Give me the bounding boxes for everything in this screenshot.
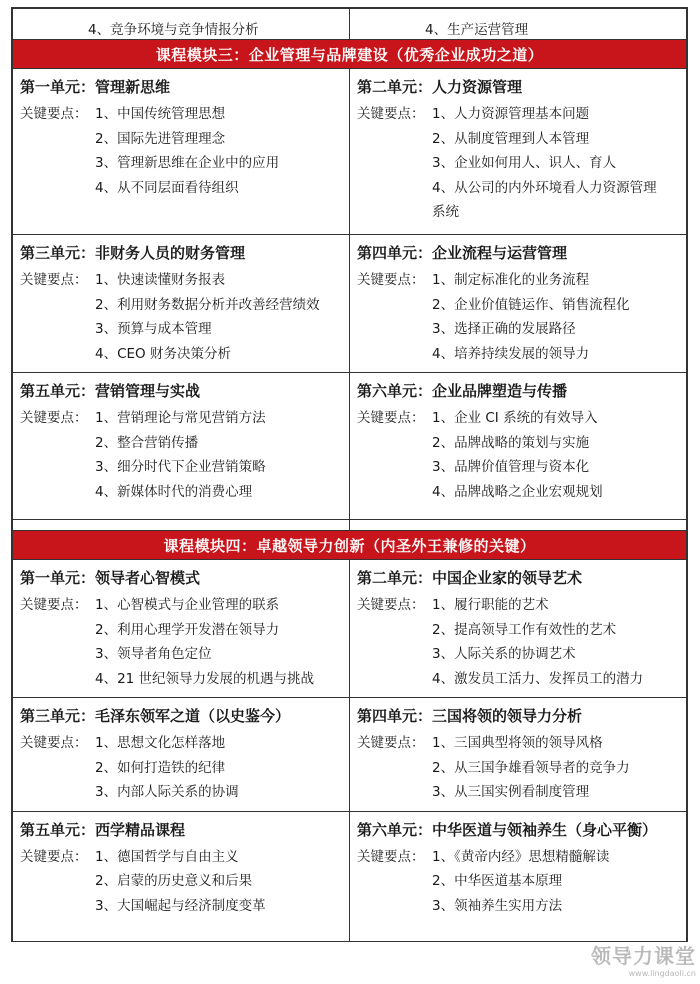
key-points [350, 840, 686, 925]
key-points-label: 关键要点： [357, 272, 425, 288]
unit-row [13, 69, 687, 235]
key-point-line [20, 667, 349, 692]
gap-cell [13, 520, 350, 531]
unit-row [13, 373, 687, 520]
key-points-label: 关键要点： [20, 272, 88, 288]
module-gap-row [13, 520, 687, 531]
key-points [13, 263, 349, 372]
unit-cell [13, 235, 350, 373]
unit-title: 第二单元：中国企业家的领导艺术 [357, 569, 583, 587]
key-point-line [20, 894, 349, 919]
key-points [13, 840, 349, 925]
key-point-line [357, 618, 686, 643]
key-point-line [20, 593, 349, 618]
module-header-row [13, 531, 687, 560]
key-point-text: 2、国际先进管理理念 [95, 130, 226, 147]
key-point-text: 4、CEO 财务决策分析 [95, 345, 231, 362]
key-point-line [20, 780, 349, 805]
key-points [350, 97, 686, 231]
key-points [13, 97, 349, 206]
unit-title: 第五单元：营销管理与实战 [20, 382, 201, 400]
key-point-line [357, 642, 686, 667]
key-point-text: 3、细分时代下企业营销策略 [95, 459, 266, 475]
key-points-label: 关键要点： [357, 597, 425, 613]
key-point-text: 1、心智模式与企业管理的联系 [95, 597, 280, 613]
unit-cell [350, 560, 687, 698]
key-point-line [20, 151, 349, 176]
unit-row [13, 560, 687, 698]
key-point-text: 2、如何打造铁的纪律 [95, 759, 226, 776]
unit-title: 第五单元：西学精品课程 [20, 820, 186, 839]
key-point-text: 1、营销理论与常见营销方法 [95, 410, 266, 426]
key-point-text: 1、三国典型将领的领导风格 [432, 735, 603, 751]
key-point-text: 3、大国崛起与经济制度变革 [95, 897, 266, 914]
key-point-line [357, 869, 686, 894]
key-point-text: 2、品牌战略的策划与实施 [432, 434, 590, 451]
key-point-text: 3、内部人际关系的协调 [95, 784, 239, 800]
key-point-line [20, 268, 349, 293]
key-points-label: 关键要点： [20, 848, 88, 865]
unit-cell [350, 373, 687, 520]
unit-title: 第三单元：非财务人员的财务管理 [20, 244, 246, 262]
gap-cell [350, 520, 687, 531]
key-point-line [357, 293, 686, 318]
key-point-line [20, 845, 349, 870]
unit-title: 第二单元：人力资源管理 [357, 78, 523, 96]
key-point-line [20, 431, 349, 456]
key-point-line [357, 845, 686, 870]
unit-cell [13, 811, 350, 941]
key-point-text: 2、从制度管理到人本管理 [432, 130, 590, 147]
key-point-line [357, 342, 686, 367]
key-point-text: 3、管理新思维在企业中的应用 [95, 155, 280, 171]
key-point-text: 1、德国哲学与自由主义 [95, 848, 239, 865]
key-point-line [357, 593, 686, 618]
key-point-text: 4、新媒体时代的消费心理 [95, 483, 253, 500]
key-point-line [357, 667, 686, 692]
key-point-text: 3、品牌价值管理与资本化 [432, 459, 590, 475]
unit-cell [350, 698, 687, 812]
key-point-line [20, 756, 349, 781]
key-point-text: 4、从公司的内外环境看人力资源管理系统 [432, 179, 657, 220]
unit-cell [13, 698, 350, 812]
key-point-line [20, 406, 349, 431]
watermark-main: 领导力课堂 [591, 944, 696, 968]
key-point-line [20, 869, 349, 894]
module-header-row [13, 40, 687, 69]
key-point-text: 3、从三国实例看制度管理 [432, 784, 590, 800]
key-points-label: 关键要点： [20, 410, 88, 426]
key-points [350, 401, 686, 510]
key-point-line [357, 176, 686, 225]
key-point-line [20, 342, 349, 367]
key-point-text: 4、21 世纪领导力发展的机遇与挑战 [95, 670, 315, 687]
key-point-line [357, 127, 686, 152]
key-point-line [357, 151, 686, 176]
unit-title: 第六单元：企业品牌塑造与传播 [357, 382, 568, 400]
unit-cell [350, 235, 687, 373]
key-points-label: 关键要点： [20, 106, 88, 122]
module-title: 课程模块三：企业管理与品牌建设（优秀企业成功之道） [13, 40, 687, 69]
top-left-item: 4、竞争环境与竞争情报分析 [88, 22, 259, 38]
key-points-label: 关键要点： [357, 410, 425, 426]
key-point-line [20, 176, 349, 201]
key-point-text: 2、整合营销传播 [95, 434, 199, 451]
key-points [13, 401, 349, 510]
key-point-line [357, 455, 686, 480]
key-point-text: 4、培养持续发展的领导力 [432, 345, 590, 362]
key-points-label: 关键要点： [357, 735, 425, 751]
top-right-item: 4、生产运营管理 [425, 22, 529, 38]
key-point-text: 1、制定标准化的业务流程 [432, 272, 590, 288]
unit-row [13, 235, 687, 373]
key-point-text: 1、履行职能的艺术 [432, 597, 549, 613]
unit-row [13, 698, 687, 812]
unit-title: 第三单元：毛泽东领军之道（以史鉴今） [20, 707, 291, 725]
key-point-line [20, 731, 349, 756]
unit-cell [350, 811, 687, 941]
key-point-text: 2、提高领导工作有效性的艺术 [432, 621, 617, 638]
key-point-line [357, 102, 686, 127]
unit-row [13, 811, 687, 941]
unit-cell [13, 560, 350, 698]
unit-title: 第四单元：企业流程与运营管理 [357, 244, 568, 262]
key-points [350, 263, 686, 372]
key-point-text: 2、利用财务数据分析并改善经营绩效 [95, 296, 320, 313]
key-point-text: 1、企业 CI 系统的有效导入 [432, 410, 598, 426]
key-point-text: 4、品牌战略之企业宏观规划 [432, 483, 603, 500]
key-point-text: 2、从三国争雄看领导者的竞争力 [432, 759, 630, 776]
unit-title: 第一单元：领导者心智模式 [20, 569, 201, 587]
key-point-line [357, 731, 686, 756]
key-points [350, 588, 686, 697]
key-point-line [20, 102, 349, 127]
key-points [350, 726, 686, 811]
key-point-text: 2、启蒙的历史意义和后果 [95, 873, 253, 889]
key-point-text: 1、思想文化怎样落地 [95, 735, 226, 751]
key-point-line [357, 317, 686, 342]
key-point-line [20, 455, 349, 480]
key-point-line [357, 480, 686, 505]
key-points-label: 关键要点： [20, 597, 88, 613]
module-title: 课程模块四：卓越领导力创新（内圣外王兼修的关键） [13, 531, 687, 560]
course-table [12, 8, 687, 942]
key-point-text: 4、从不同层面看待组织 [95, 179, 239, 196]
key-point-text: 3、选择正确的发展路径 [432, 321, 576, 337]
watermark-logo [591, 940, 696, 978]
key-points [13, 588, 349, 697]
unit-cell [13, 69, 350, 235]
key-point-line [20, 127, 349, 152]
key-point-line [357, 268, 686, 293]
key-point-text: 3、领袖养生实用方法 [432, 897, 563, 914]
key-point-line [20, 480, 349, 505]
top-right-cell [350, 9, 687, 40]
unit-title: 第一单元：管理新思维 [20, 78, 171, 96]
key-points-label: 关键要点： [20, 735, 88, 751]
key-points [13, 726, 349, 811]
key-point-text: 2、企业价值链运作、销售流程化 [432, 296, 630, 313]
key-point-text: 1、人力资源管理基本问题 [432, 106, 590, 122]
key-point-text: 1、快速读懂财务报表 [95, 272, 226, 288]
key-point-line [20, 317, 349, 342]
key-point-text: 2、利用心理学开发潜在领导力 [95, 621, 280, 638]
key-points-label: 关键要点： [357, 848, 425, 865]
key-point-line [357, 894, 686, 919]
key-point-text: 1、中国传统管理思想 [95, 106, 226, 122]
key-point-text: 3、企业如何用人、识人、育人 [432, 155, 617, 171]
unit-title: 第四单元：三国将领的领导力分析 [357, 707, 583, 725]
key-point-text: 2、中华医道基本原理 [432, 873, 563, 889]
key-point-line [357, 431, 686, 456]
key-point-line [20, 618, 349, 643]
key-point-text: 3、领导者角色定位 [95, 646, 212, 662]
key-point-line [357, 756, 686, 781]
top-left-cell [13, 9, 350, 40]
key-point-text: 3、人际关系的协调艺术 [432, 646, 576, 662]
top-continuation-row [13, 9, 687, 40]
key-point-line [357, 780, 686, 805]
unit-title: 第六单元：中华医道与领袖养生（身心平衡） [357, 820, 658, 839]
key-point-text: 1、《黄帝内经》思想精髓解读 [432, 848, 610, 865]
key-points-label: 关键要点： [357, 106, 425, 122]
key-point-text: 3、预算与成本管理 [95, 321, 212, 337]
unit-cell [350, 69, 687, 235]
key-point-line [20, 293, 349, 318]
key-point-line [20, 642, 349, 667]
watermark-url: www.lingdaoli.cn [628, 969, 696, 978]
key-point-line [357, 406, 686, 431]
key-point-text: 4、激发员工活力、发挥员工的潜力 [432, 670, 644, 687]
unit-cell [13, 373, 350, 520]
course-outline-document [11, 7, 688, 942]
